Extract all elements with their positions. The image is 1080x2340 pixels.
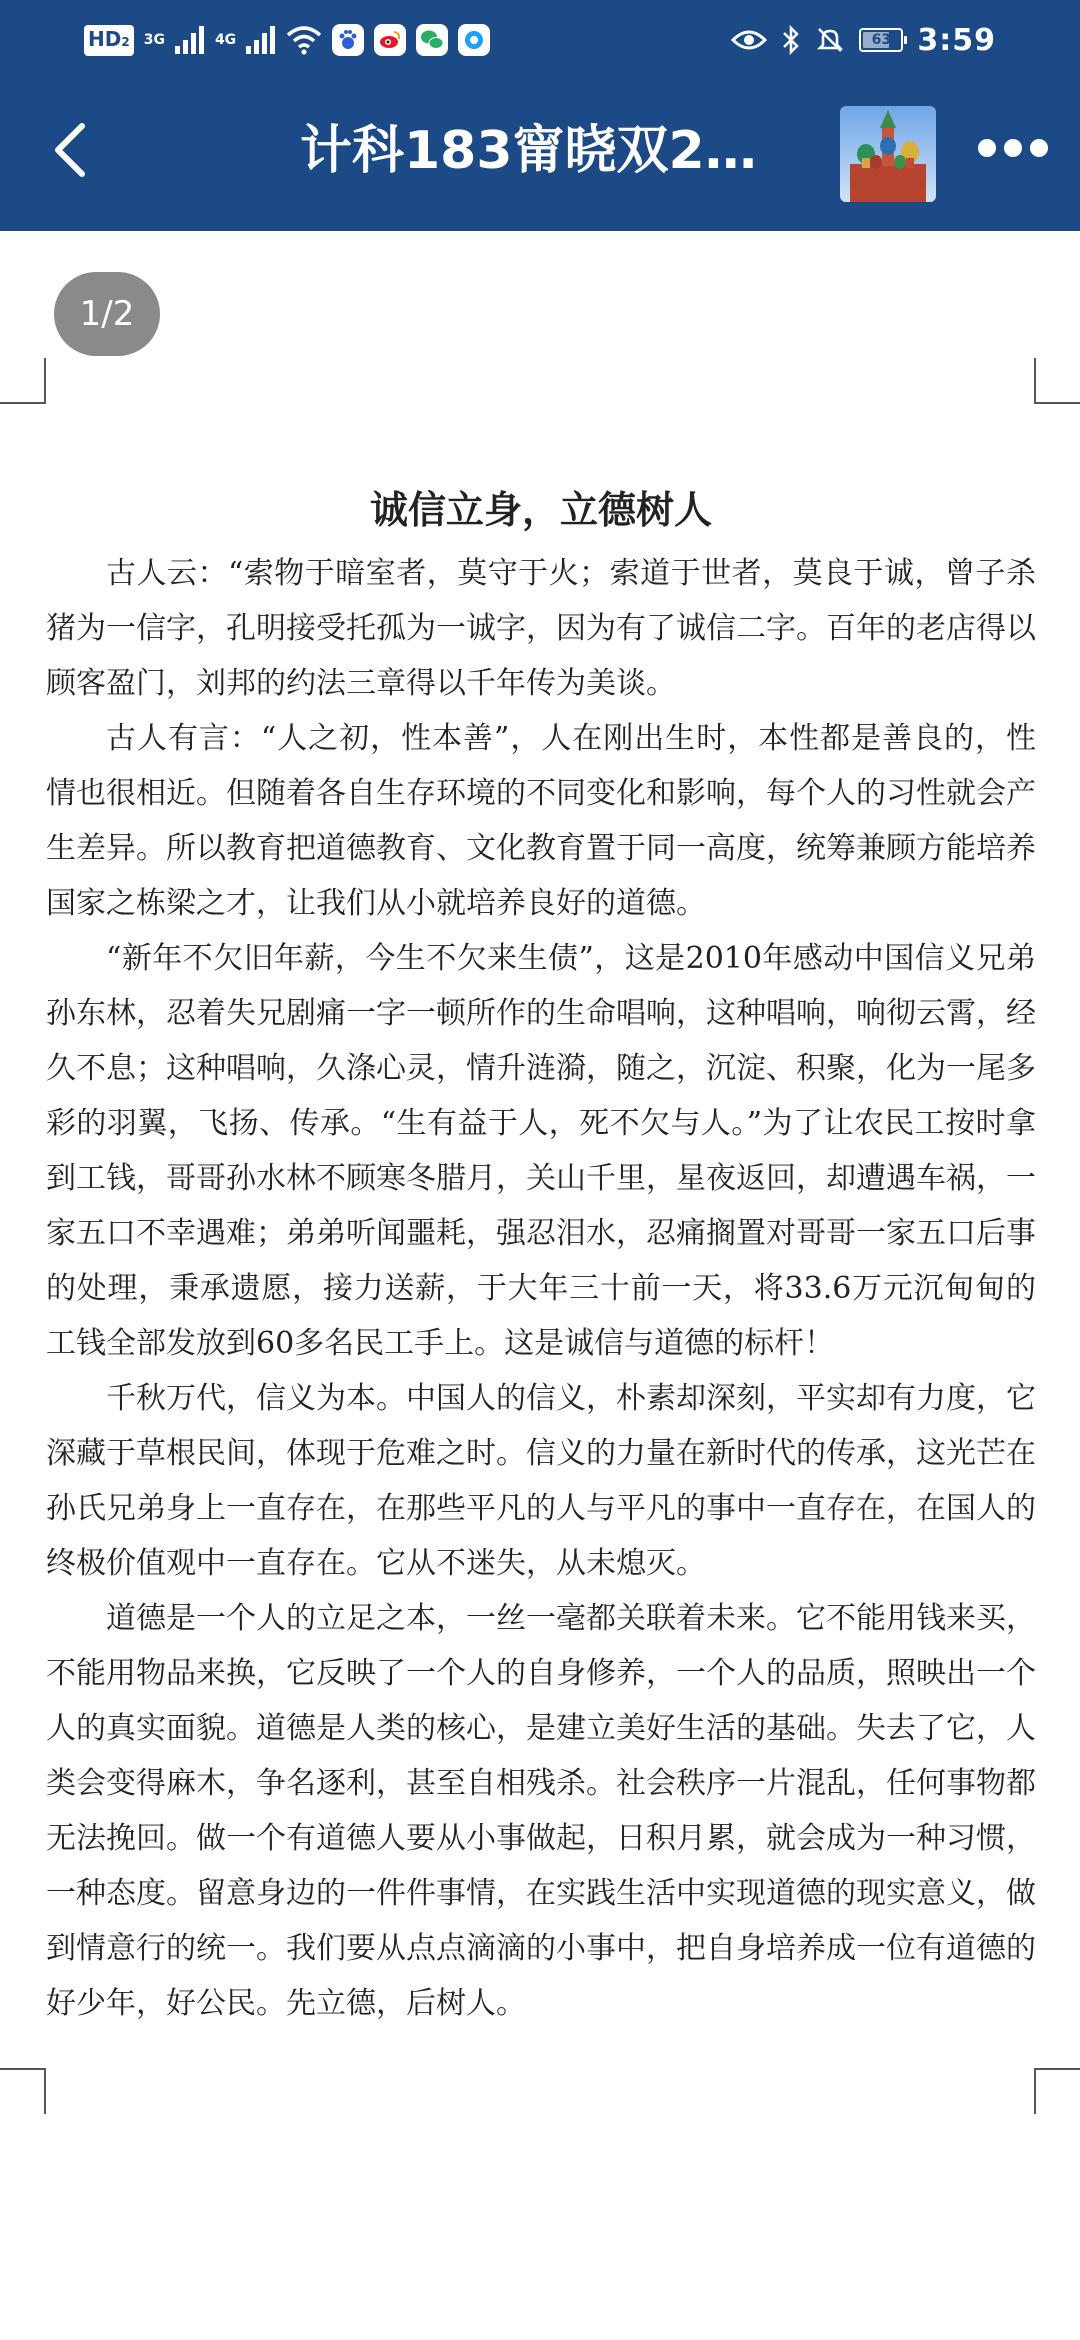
document-paragraph: 古人云：“索物于暗室者，莫守于火；索道于世者，莫良于诚，曾子杀猪为一信字，孔明接受托孤为一诚字，因为有了诚信二字。百年的老店得以顾客盈门，刘邦的约法三章得以千年传为美谈。 <box>46 556 1036 701</box>
status-time: 3:59 <box>917 22 996 58</box>
nav-bar <box>0 96 1080 216</box>
signal-3g-icon <box>175 26 205 54</box>
status-right <box>731 20 996 60</box>
document-page <box>46 478 1036 2031</box>
document-paragraph: 千秋万代，信义为本。中国人的信义，朴素却深刻，平实却有力度，它深藏于草根民间，体现于危难之时。信义的力量在新时代的传承，这光芒在孙氏兄弟身上一直存在，在那些平凡的人与平凡的事中一直存在，在国人的终极价值观中一直存在。它从不迷失，从未熄灭。 <box>46 1381 1036 1581</box>
wifi-icon <box>286 25 322 55</box>
file-title: 计科183甯晓双2… <box>300 121 757 181</box>
eye-comfort-icon <box>731 28 767 52</box>
qq-browser-app-icon <box>458 24 490 56</box>
mute-bell-icon <box>815 25 845 55</box>
status-bar <box>0 0 1080 80</box>
network-3g-label: 3G <box>143 32 165 48</box>
status-left <box>84 20 490 60</box>
hd-badge <box>84 25 134 56</box>
page-corner-top-right <box>1034 358 1080 404</box>
page-indicator: 1/2 <box>54 272 160 356</box>
more-button[interactable] <box>978 128 1048 168</box>
back-button[interactable] <box>38 118 102 182</box>
page-corner-bottom-left <box>0 2068 46 2114</box>
weibo-app-icon <box>374 24 406 56</box>
more-dot <box>1004 139 1022 157</box>
document-paragraph: “新年不欠旧年薪，今生不欠来生债”，这是2010年感动中国信义兄弟孙东林，忍着失兄剧痛一字一顿所作的生命唱响，这种唱响，响彻云霄，经久不息；这种唱响，久涤心灵，情升涟漪，随之，沉淀、积聚，化为一尾多彩的羽翼，飞扬、传承。“生有益于人，死不欠与人。”为了让农民工按时拿到工钱，哥哥孙水林不顾寒冬腊月，关山千里，星夜返回，却遭遇车祸，一家五口不幸遇难；弟弟听闻噩耗，强忍泪水，忍痛搁置对哥哥一家五口后事的处理，秉承遗愿，接力送薪，于大年三十前一天，将33.6万元沉甸甸的工钱全部发放到60多名民工手上。这是诚信与道德的标杆！ <box>46 941 1036 1361</box>
document-paragraph: 道德是一个人的立足之本，一丝一毫都关联着未来。它不能用钱来买，不能用物品来换，它反映了一个人的自身修养，一个人的品质，照映出一个人的真实面貌。道德是人类的核心，是建立美好生活的基础。失去了它，人类会变得麻木，争名逐利，甚至自相残杀。社会秩序一片混乱，任何事物都无法挽回。做一个有道德人要从小事做起，日积月累，就会成为一种习惯，一种态度。留意身边的一件件事情，在实践生活中实现道德的现实意义，做到情意行的统一。我们要从点点滴滴的小事中，把自身培养成一位有道德的好少年，好公民。先立德，后树人。 <box>46 1601 1036 2021</box>
hd-label: HD <box>88 26 122 51</box>
more-dot <box>978 139 996 157</box>
document-title: 诚信立身，立德树人 <box>369 487 712 532</box>
network-4g-label: 4G <box>214 32 237 48</box>
page-corner-bottom-right <box>1034 2068 1080 2114</box>
sender-avatar[interactable] <box>840 106 936 202</box>
baidu-app-icon <box>332 24 364 56</box>
battery-level: 63 <box>871 32 892 48</box>
back-arrow-icon <box>50 122 90 178</box>
signal-4g-icon <box>246 26 276 54</box>
bluetooth-icon <box>781 25 801 55</box>
wechat-app-icon <box>416 24 448 56</box>
hd-sub: 2 <box>121 34 130 49</box>
battery-icon <box>859 28 903 52</box>
app-header <box>0 0 1080 231</box>
cathedral-avatar-image <box>840 106 936 202</box>
more-dot <box>1030 139 1048 157</box>
page-corner-top-left <box>0 358 46 404</box>
document-paragraph: 古人有言：“人之初，性本善”，人在刚出生时，本性都是善良的，性情也很相近。但随着各自生存环境的不同变化和影响，每个人的习性就会产生差异。所以教育把道德教育、文化教育置于同一高度，统筹兼顾方能培养国家之栋梁之才，让我们从小就培养良好的道德。 <box>46 721 1036 921</box>
